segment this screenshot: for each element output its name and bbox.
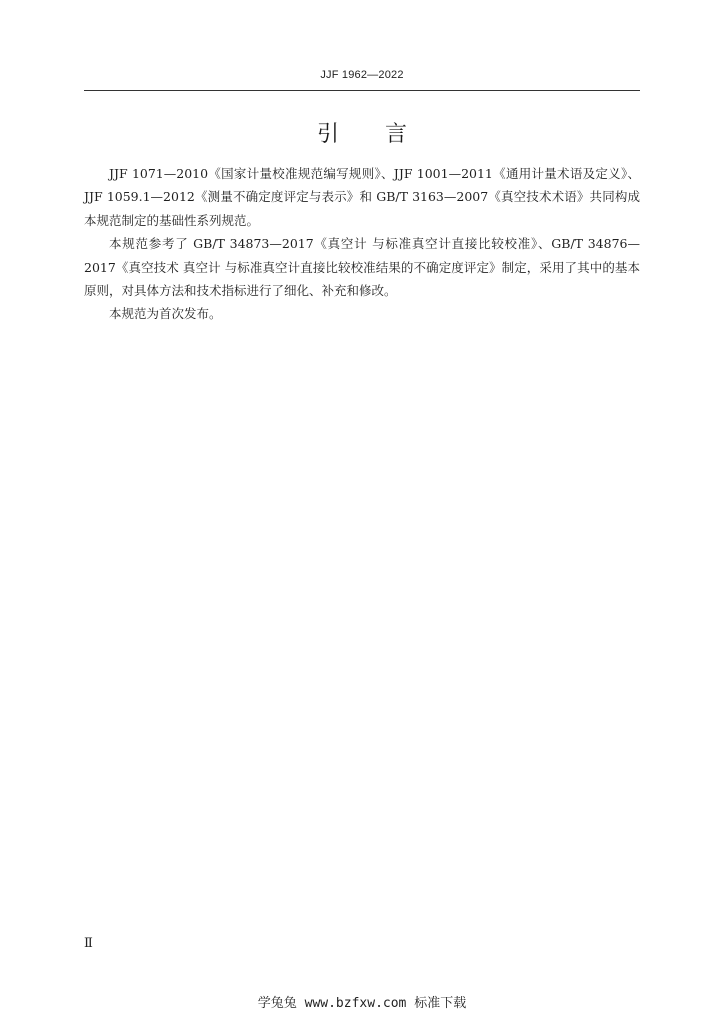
paragraph-3: 本规范为首次发布。 bbox=[109, 306, 222, 322]
introduction-body bbox=[84, 162, 640, 326]
page-number: Ⅱ bbox=[84, 936, 93, 951]
paragraph-1: JJF 1071—2010《国家计量校准规范编写规则》、JJF 1001—2011《通用计量术语及定义》、JJF 1059.1—2012《测量不确定度评定与表示》和 GB/T 3163—2007《真空技术术语》共同构成本规范制定的基础性系列规范。 bbox=[84, 166, 640, 228]
paragraph-2: 本规范参考了 GB/T 34873—2017《真空计 与标准真空计直接比较校准》、GB/T 34876—2017《真空技术 真空计 与标准真空计直接比较校准结果的不确定度评定》制定，采用了其中的基本原则，对具体方法和技术指标进行了细化、补充和修改。 bbox=[84, 236, 640, 299]
header-divider bbox=[84, 90, 640, 91]
section-title: 引言 bbox=[316, 122, 453, 147]
watermark-footer: 学兔兔 www.bzfxw.com 标准下载 bbox=[257, 996, 467, 1011]
document-code-header: JJF 1962—2022 bbox=[320, 69, 404, 81]
